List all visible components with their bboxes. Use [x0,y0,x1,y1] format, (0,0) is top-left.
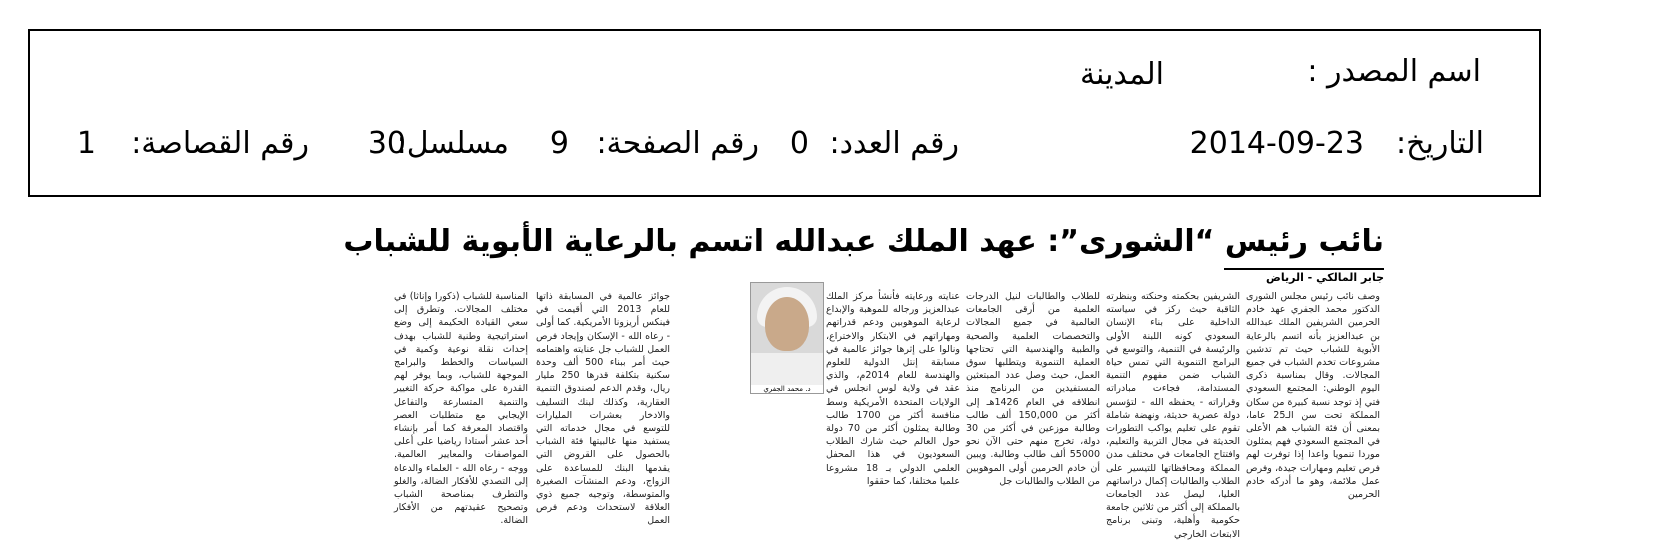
article-column-4: عنايته ورعايته فأنشأ مركز الملك عبدالعزيز ورجاله للموهبة والإبداع لرعاية الموهوبين ودعم قدراتهم ومهاراتهم في الابتكار والاختراع، ونالوا على إثرها جوائز عالمية في مسابقة إنتل الدولية للعلوم والهندسة للعام 2014م، والذي عقد في ولاية لوس انجلس في الولايات المتحدة الأمريكية وسط منافسة أكثر من 1700 طالب وطالبة يمثلون أكثر من 70 دولة حول العالم حيث شارك الطلاب السعوديون في هذا المحفل العلمي الدولي بـ 18 مشروعا علميا مختلفا، كما حققوا [826,291,960,487]
page-label: رقم الصفحة: [596,126,759,161]
article-column-1: وصف نائب رئيس مجلس الشورى الدكتور محمد الجفري عهد خادم الحرمين الشريفين الملك عبدالله بن عبدالعزيز بأنه اتسم بالرعاية الأبوية للشباب حيث تم تدشين مشروعات تخدم الشباب في جميع المجالات. وقال بمناسبة ذكرى اليوم الوطني: المجتمع السعودي فتي إذ توجد نسبة كبيرة من سكان المملكة تحت سن الـ25 عاما، بمعنى أن فئة الشباب هم الأعلى في المجتمع السعودي فهم يمثلون موردا تنمويا واعدا إذا توفرت لهم فرص تعليم ومهارات جيدة، وفرص عمل ملائمة، وهو ما أدركه خادم الحرمين [1246,291,1380,501]
issue-label: رقم العدد: [829,126,959,161]
date-label: التاريخ: [1396,126,1484,161]
article-column-3: للطلاب والطالبات لنيل الدرجات العلمية من أرقى الجامعات العالمية في جميع المجالات والتخصصات العلمية والصحية والطبية والهندسية التي تحتاجها العملية التنموية ويتطلبها سوق العمل، حيث وصل عدد المبتعثين المستفيدين من البرنامج منذ انطلاقه في العام 1426هـ إلى أكثر من 150,000 ألف طالب وطالبة موزعين في أكثر من 30 دولة، تخرج منهم حتى الآن نحو 55000 ألف طالب وطالبة. ويبين أن خادم الحرمين أولى الموهوبين من الطلاب والطالبات جل [966,291,1100,487]
article-byline: جابر المالكي - الرياض [1224,268,1384,286]
article-column-6: المناسبة للشباب (ذكورا وإناثا) في مختلف المجالات. وتطرق إلى سعي القيادة الحكيمة إلى وضع استراتيجية وطنية للشباب بهدف إحداث نقلة نوعية وكمية في السياسات والخطط والبرامج الموجهة للشباب، وبما يوفر لهم القدرة على مواكبة حركة التغيير والتنمية المتسارعة والتفاعل الإيجابي مع متطلبات العصر واقتصاد المعرفة كما أمر بإنشاء أحد عشر أستادا رياضيا على أعلى المواصفات والمعايير العالمية. ووجه - رعاه الله - العلماء والدعاة إلى التصدي للأفكار الضالة، والغلو والتطرف بمناصحة الشباب وتصحيح عقيدتهم من الأفكار الضالة. [394,291,528,527]
clip-number-value: 1 [76,126,96,161]
article-column-5: جوائز عالمية في المسابقة ذاتها للعام 2013 التي أقيمت في فينكس أريزونا الأمريكية. كما أولى - رعاه الله - الإسكان وإيجاد فرص العمل للشباب جل عنايته واهتمامه حيث أمر ببناء 500 ألف وحدة سكنية بتكلفة قدرها 250 مليار ريال، وقدم الدعم لصندوق التنمية العقارية، وكذلك لبنك التسليف والادخار بعشرات المليارات للتوسع في مجال خدماته التي يستفيد منها غالبيتها فئة الشباب بالحصول على القروض التي يقدمها البنك للمساعدة على الزواج، ودعم المنشآت الصغيرة والمتوسطة، وتوجيه جميع ذوي العلاقة لاستحداث ودعم فرص العمل [536,291,670,527]
source-label: اسم المصدر : [1307,54,1481,89]
photo-caption: د. محمد الجفري [751,385,823,393]
issue-value: 0 [789,126,809,161]
page-value: 9 [549,126,569,161]
clip-number-label: رقم القصاصة: [131,126,309,161]
source-value: المدينة [1079,57,1164,92]
clipping-metadata-box [28,29,1541,197]
date-value: 2014-09-23 [1189,126,1364,161]
serial-label: مسلسل: [396,126,509,161]
article-headline: نائب رئيس “الشورى”: عهد الملك عبدالله اتسم بالرعاية الأبوية للشباب [343,224,1384,259]
article-columns [390,290,1384,540]
article-column-2: الشريفين بحكمته وحنكته وبنظرته الثاقبة حيث ركز في سياسته الداخلية على بناء الإنسان السعودي كونه اللبنة الأولى والرئيسة في التنمية، والتوسع في البرامج التنموية التي تمس حياة الشباب ضمن مفهوم التنمية المستدامة، فجاءت مبادراته وقراراته - يحفظه الله - لتؤسس دولة عصرية حديثة، ونهضة شاملة تقوم على تعليم يواكب التطورات الحديثة في مجال التربية والتعليم، وافتتاح الجامعات في مختلف مدن المملكة ومحافظاتها للتيسير على الطلاب والطالبات إكمال دراساتهم العليا، ليصل عدد الجامعات بالمملكة إلى أكثر من ثلاثين جامعة حكومية وأهلية، وتبنى برنامج الابتعاث الخارجي [1106,291,1240,540]
newspaper-clipping [343,224,1680,540]
serial-value: 30 [367,126,406,161]
